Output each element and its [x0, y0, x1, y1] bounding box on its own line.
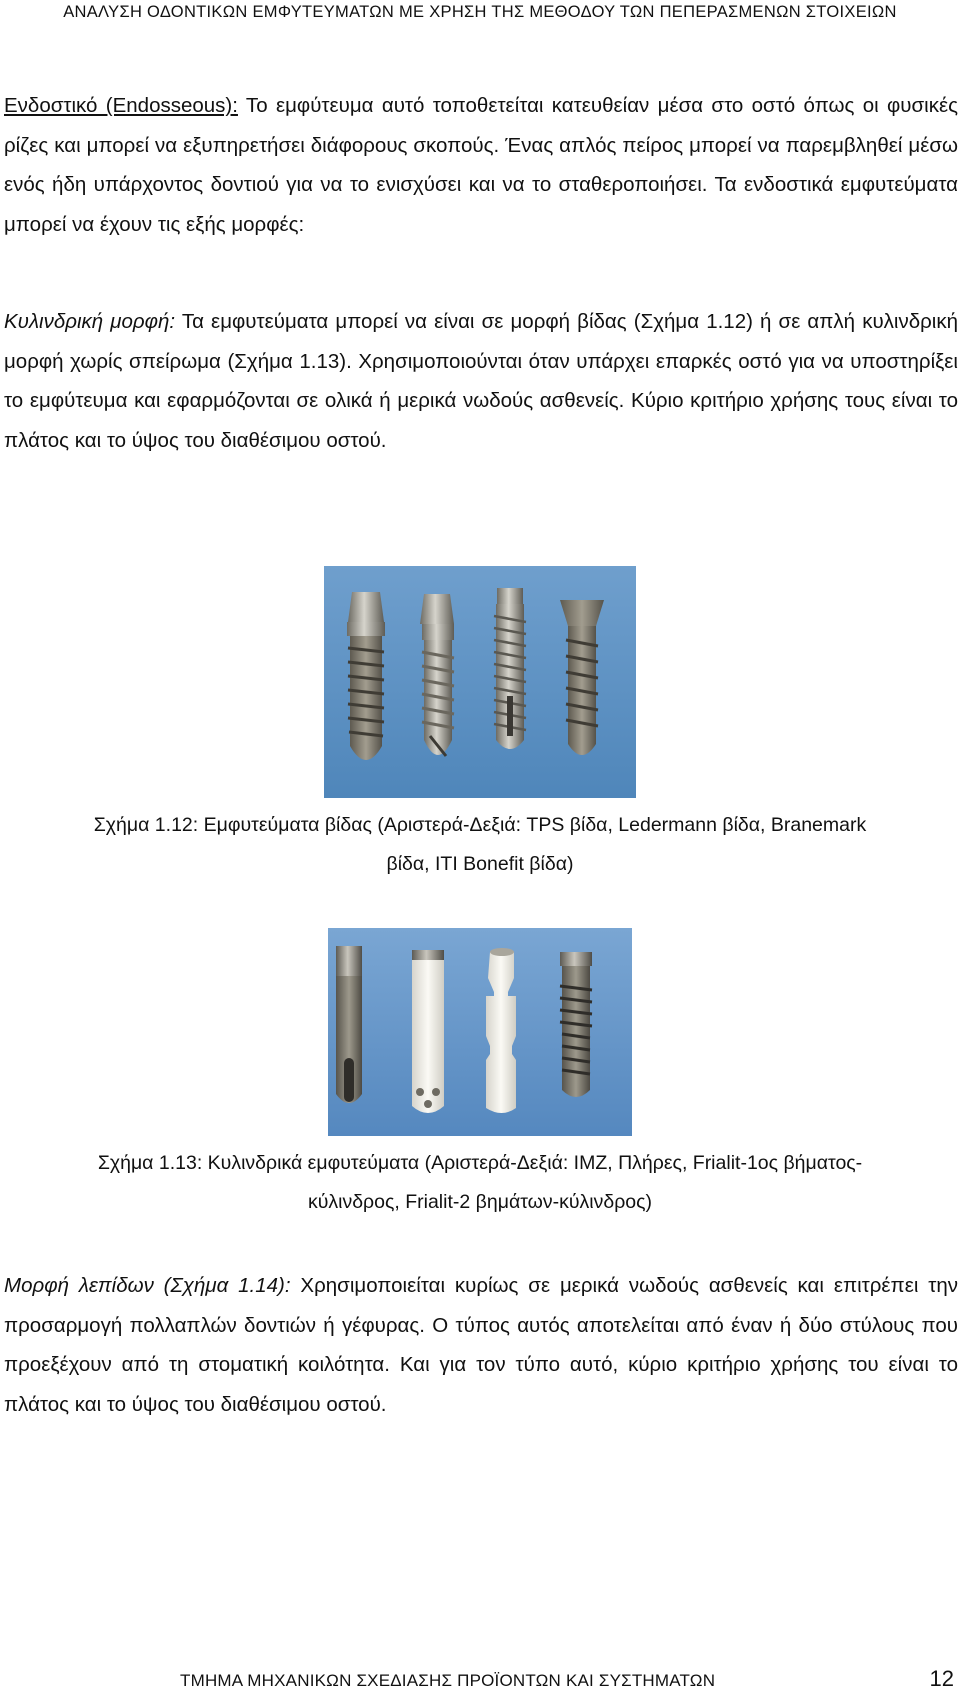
page-number: 12	[929, 1666, 954, 1691]
paragraph-cylindrical	[4, 302, 958, 460]
text-blade: Χρησιμοποιείται κυρίως σε μερικά νωδούς ασθενείς και επιτρέπει την προσαρμογή πολλαπλών δοντιών ή γέφυρας. Ο τύπος αυτός αποτελείται από έναν ή δύο στύλους που προεξέχουν από τη στοματική κοιλότητα. Και για τον τύπο αυτό, κύριο κριτήριο χρήσης του είναι το πλάτος και το ύψος του διαθέσιμου οστού.	[4, 1274, 958, 1416]
figure-screw-implants	[324, 566, 636, 798]
branemark-screw-implant	[494, 588, 526, 749]
caption-1-12-line1: Σχήμα 1.12: Εμφυτεύματα βίδας (Αριστερά-Δεξιά: TPS βίδα, Ledermann βίδα, Branemark	[93, 814, 867, 836]
paragraph-blade	[4, 1266, 958, 1424]
imz-implant	[336, 946, 362, 1103]
caption-1-12-line2: βίδα, ITI Bonefit βίδα)	[386, 853, 574, 875]
frialit-1-stepped-implant	[486, 948, 516, 1113]
caption-1-13-line2: κύλινδρος, Frialit-2 βημάτων-κύλινδρος)	[307, 1191, 653, 1213]
term-blade: Μορφή λεπίδων (Σχήμα 1.14):	[4, 1274, 291, 1297]
text-cylindrical: Τα εμφυτεύματα μπορεί να είναι σε μορφή βίδας (Σχήμα 1.12) ή σε απλή κυλινδρική μορφή χωρίς σπείρωμα (Σχήμα 1.13). Χρησιμοποιούνται όταν υπάρχει επαρκές οστό για να υποστηρίξει το εμφύτευμα και εφαρμόζονται σε ολικά ή μερικά νωδούς ασθενείς. Κύριο κριτήριο χρήσης τους είναι το πλάτος και το ύψος του διαθέσιμου οστού.	[4, 310, 958, 452]
cylindrical-implants-image	[328, 928, 632, 1136]
tps-screw-implant	[347, 592, 385, 760]
term-cylindrical: Κυλινδρική μορφή:	[4, 310, 176, 333]
caption-figure-1-12	[0, 806, 960, 884]
term-endosseous: Ενδοστικό (Endosseous):	[4, 94, 238, 117]
running-header: ΑΝΑΛΥΣΗ ΟΔΟΝΤΙΚΩΝ ΕΜΦΥΤΕΥΜΑΤΩΝ ΜΕ ΧΡΗΣΗ ΤΗΣ ΜΕΘΟΔΟΥ ΤΩΝ ΠΕΠΕΡΑΣΜΕΝΩΝ ΣΤΟΙΧΕΙΩΝ	[63, 3, 897, 21]
page-footer	[0, 1666, 960, 1691]
screw-implants-image	[324, 566, 636, 798]
full-cylinder-implant	[412, 950, 444, 1113]
caption-figure-1-13	[0, 1144, 960, 1222]
text-endosseous: Το εμφύτευμα αυτό τοποθετείται κατευθείαν μέσα στο οστό όπως οι φυσικές ρίζες και μπορεί να εξυπηρετήσει διάφορους σκοπούς. Ένας απλός πείρος μπορεί να παρεμβληθεί μέσω ενός ήδη υπάρχοντος δοντιού για να το ενισχύσει και να το σταθεροποιήσει. Τα ενδοστικά εμφυτεύματα μπορεί να έχουν τις εξής μορφές:	[4, 94, 958, 236]
caption-1-13-line1: Σχήμα 1.13: Κυλινδρικά εμφυτεύματα (Αριστερά-Δεξιά: IMZ, Πλήρες, Frialit-1ος βήματος-	[97, 1152, 863, 1174]
ledermann-screw-implant	[420, 594, 454, 756]
frialit-2-stepped-implant	[560, 952, 592, 1097]
figure-cylindrical-implants	[328, 928, 632, 1136]
footer-title: ΤΜΗΜΑ ΜΗΧΑΝΙΚΩΝ ΣΧΕΔΙΑΣΗΣ ΠΡΟΪΟΝΤΩΝ ΚΑΙ ΣΥΣΤΗΜΑΤΩΝ	[180, 1671, 716, 1690]
paragraph-endosseous	[4, 86, 958, 244]
